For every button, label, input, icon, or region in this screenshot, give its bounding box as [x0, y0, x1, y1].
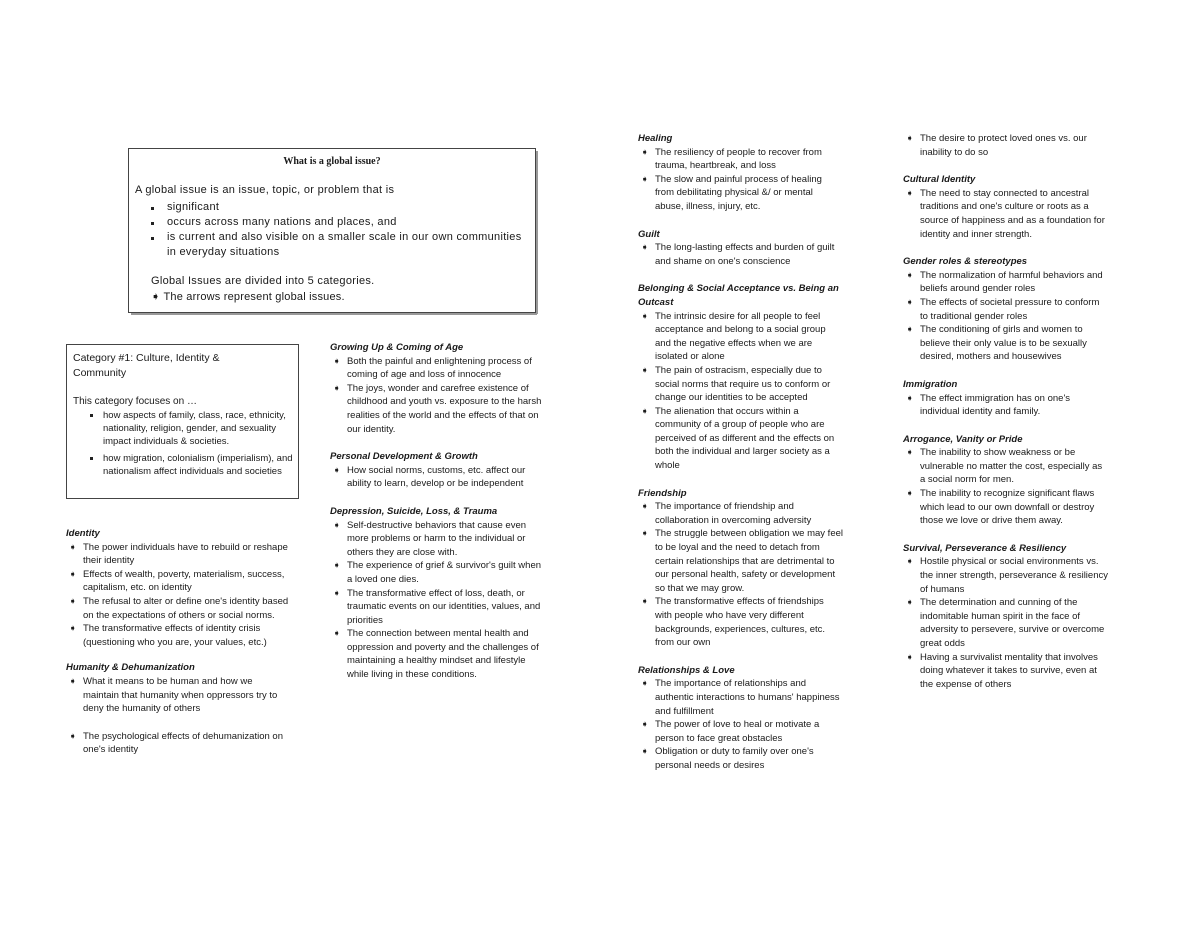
arrow-bullet-icon: ➧ [906, 556, 914, 567]
section-title: Gender roles & stereotypes [903, 256, 1028, 268]
issue-item [903, 596, 1108, 650]
arrow-bullet-icon: ➧ [906, 447, 914, 458]
issue-text: The normalization of harmful behaviors and beliefs around gender roles [920, 269, 1103, 295]
section-title: Identity [66, 528, 100, 539]
issue-section [66, 661, 291, 757]
category-box [66, 344, 299, 499]
issue-list [903, 269, 1108, 364]
section-title: Friendship [638, 487, 687, 499]
global-issue-definition-box [128, 148, 536, 313]
arrow-bullet-icon: ➧ [333, 519, 341, 530]
arrow-bullet-icon: ➧ [333, 464, 341, 475]
issue-text: What it means to be human and how we maintain that humanity when oppressors try to deny the humanity of others [83, 675, 278, 715]
arrow-bullet-icon: ➧ [906, 324, 914, 335]
bullet-square-icon [151, 207, 154, 210]
bullet-square-icon [90, 414, 93, 417]
issue-section [330, 450, 545, 491]
issue-item [66, 541, 291, 568]
issue-list [638, 677, 843, 772]
arrow-bullet-icon: ➧ [641, 678, 649, 689]
section-title: Personal Development & Growth [330, 451, 478, 463]
section-title: Healing [638, 133, 673, 144]
section-title: Survival, Perseverance & Resiliency [903, 542, 1067, 554]
issue-list [638, 146, 843, 214]
issue-item [903, 392, 1108, 419]
arrow-bullet-icon: ➧ [641, 364, 649, 375]
section-title: Belonging & Social Acceptance vs. Being an Outcast [638, 283, 839, 308]
issue-item [903, 269, 1108, 296]
criteria-item: is current and also visible on a smaller scale in our own communities in everyday situations [149, 230, 524, 260]
issue-item [330, 464, 545, 491]
issue-item [903, 296, 1108, 323]
issue-text: Hostile physical or social environments vs. the inner strength, perseverance & resiliency of humans [920, 556, 1108, 595]
arrow-bullet-icon: ➧ [906, 651, 914, 662]
arrow-bullet-icon: ➧ [69, 595, 77, 606]
issue-item [903, 651, 1108, 692]
arrows-note: ➧ The arrows represent global issues. [151, 291, 345, 303]
issue-section [903, 132, 1108, 159]
issue-text: The power of love to heal or motivate a person to face great obstacles [655, 719, 820, 744]
issue-item [638, 718, 843, 745]
arrow-bullet-icon: ➧ [641, 719, 649, 730]
issue-list [66, 675, 291, 757]
arrow-bullet-icon: ➧ [333, 355, 341, 366]
arrow-icon: ➧ [151, 291, 161, 303]
arrow-bullet-icon: ➧ [906, 488, 914, 499]
issue-item [638, 745, 843, 772]
issue-section [903, 255, 1108, 364]
issue-item [638, 595, 843, 649]
issue-item [903, 446, 1108, 487]
issue-list [638, 500, 843, 650]
issue-list [330, 464, 545, 491]
issue-section [903, 173, 1108, 241]
section-title: Growing Up & Coming of Age [330, 342, 464, 353]
issue-section [638, 282, 843, 472]
issue-text: The alienation that occurs within a community of a group of people who are perceived of as different and the effects on both the individual and larger society as a whole [655, 405, 835, 472]
issue-item [330, 627, 545, 681]
issue-item [638, 173, 843, 214]
issue-list [903, 392, 1108, 419]
intro-lead: A global issue is an issue, topic, or problem that is [135, 184, 395, 196]
arrow-bullet-icon: ➧ [333, 628, 341, 639]
issue-section [903, 542, 1108, 692]
issue-list [903, 555, 1108, 691]
section-title: Cultural Identity [903, 174, 976, 186]
section-title: Relationships & Love [638, 664, 735, 676]
bullet-square-icon [90, 457, 93, 460]
arrow-bullet-icon: ➧ [906, 269, 914, 280]
issue-section [638, 664, 843, 773]
issue-item [330, 587, 545, 628]
criteria-list [149, 200, 524, 260]
arrow-bullet-icon: ➧ [906, 597, 914, 608]
column-1 [66, 527, 291, 757]
arrow-bullet-icon: ➧ [333, 560, 341, 571]
issue-section [638, 487, 843, 650]
issue-item [638, 364, 843, 405]
issue-text: The power individuals have to rebuild or reshape their identity [83, 541, 288, 567]
category-point: how migration, colonialism (imperialism), and nationalism affect individuals and societies [89, 452, 299, 478]
issue-text: The joys, wonder and carefree existence of childhood and youth vs. exposure to the harsh realities of the world and the effects of that on our identity. [347, 382, 542, 435]
issue-text: The intrinsic desire for all people to feel acceptance and belong to a social group and the negative effects when we are isolated or alone [655, 310, 826, 363]
issue-section [903, 433, 1108, 528]
arrow-bullet-icon: ➧ [333, 382, 341, 393]
issue-section [330, 341, 545, 436]
categories-note: Global Issues are divided into 5 categories. [151, 275, 375, 287]
issue-text: The psychological effects of dehumanization on one's identity [83, 730, 283, 756]
arrow-bullet-icon: ➧ [641, 310, 649, 321]
issue-text: Self-destructive behaviors that cause even more problems or harm to the individual or others they are close with. [347, 519, 527, 558]
issue-item [638, 241, 843, 268]
issue-text: The connection between mental health and oppression and poverty and the challenges of maintaining a healthy mindset and lifestyle while living in these conditions. [347, 628, 539, 681]
column-2 [330, 341, 545, 682]
issue-item [903, 132, 1108, 159]
arrow-bullet-icon: ➧ [906, 296, 914, 307]
issue-text: The long-lasting effects and burden of guilt and shame on one's conscience [655, 242, 835, 267]
issue-item [638, 146, 843, 173]
arrow-bullet-icon: ➧ [641, 242, 649, 253]
arrow-bullet-icon: ➧ [641, 146, 649, 157]
issue-list [903, 187, 1108, 241]
issue-text: The effects of societal pressure to conform to traditional gender roles [920, 296, 1100, 322]
arrow-bullet-icon: ➧ [641, 746, 649, 757]
category-title: Category #1: Culture, Identity & Community [73, 352, 220, 379]
criteria-item: significant [149, 200, 524, 215]
issue-item [66, 622, 291, 649]
issue-text: The inability to recognize significant flaws which lead to our own downfall or destroy those we love or drive them away. [920, 488, 1095, 527]
issue-text: The resiliency of people to recover from trauma, heartbreak, and loss [655, 146, 822, 172]
issue-item [638, 310, 843, 364]
arrow-bullet-icon: ➧ [641, 596, 649, 607]
arrow-bullet-icon: ➧ [641, 528, 649, 539]
issue-item [66, 595, 291, 622]
arrow-bullet-icon: ➧ [641, 405, 649, 416]
box-shadow [536, 151, 538, 314]
issue-list [638, 310, 843, 473]
issue-item [903, 323, 1108, 364]
issue-text: The determination and cunning of the indomitable human spirit in the face of adversity to persevere, survive or overcome great odds [920, 597, 1105, 649]
issue-text: The need to stay connected to ancestral traditions and one's culture or roots as a source of happiness and as a foundation for identity and inner strength. [920, 187, 1105, 240]
issue-section [638, 228, 843, 269]
arrow-bullet-icon: ➧ [641, 173, 649, 184]
issue-item [638, 677, 843, 718]
issue-section [330, 505, 545, 682]
issue-text: The pain of ostracism, especially due to social norms that require us to conform or change our identities to be accepted [655, 364, 831, 404]
issue-text: Obligation or duty to family over one's personal needs or desires [655, 746, 814, 771]
arrow-bullet-icon: ➧ [69, 541, 77, 552]
issue-text: The transformative effects of identity crisis (questioning who you are, your values, etc.) [83, 623, 267, 648]
arrow-bullet-icon: ➧ [69, 568, 77, 579]
category-points [89, 409, 299, 482]
issue-item [638, 500, 843, 527]
arrow-bullet-icon: ➧ [906, 187, 914, 198]
issue-list [330, 355, 545, 437]
issue-text: How social norms, customs, etc. affect our ability to learn, develop or be independent [347, 464, 526, 490]
criteria-item: occurs across many nations and places, and [149, 215, 524, 230]
section-title: Immigration [903, 378, 958, 390]
arrow-bullet-icon: ➧ [333, 587, 341, 598]
issue-item [330, 382, 545, 436]
category-intro: This category focuses on … [73, 396, 197, 407]
section-title: Guilt [638, 228, 660, 240]
issue-text: The desire to protect loved ones vs. our inability to do so [920, 133, 1087, 158]
column-4 [903, 132, 1108, 691]
arrow-bullet-icon: ➧ [69, 730, 77, 741]
issue-text: The transformative effect of loss, death, or traumatic events on our identities, values, and priorities [347, 587, 541, 626]
column-3 [638, 132, 843, 773]
issue-text: Effects of wealth, poverty, materialism, success, capitalism, etc. on identity [83, 568, 285, 594]
box-shadow [131, 313, 537, 315]
issue-text: Both the painful and enlightening process of coming of age and loss of innocence [347, 355, 532, 381]
issue-text: The conditioning of girls and women to believe their only value is to be sexually desired, mothers and housewives [920, 324, 1087, 363]
arrow-bullet-icon: ➧ [69, 623, 77, 634]
issue-text: Having a survivalist mentality that involves doing whatever it takes to survive, even at the expense of others [920, 651, 1098, 690]
issue-item [903, 187, 1108, 241]
arrow-bullet-icon: ➧ [69, 675, 77, 686]
issue-text: The refusal to alter or define one's identity based on the expectations of others or social norms. [83, 595, 289, 621]
issue-section [638, 132, 843, 214]
issue-list [903, 132, 1108, 159]
issue-list [330, 519, 545, 682]
issue-item [66, 568, 291, 595]
issue-item [66, 675, 291, 716]
section-title: Depression, Suicide, Loss, & Trauma [330, 505, 498, 517]
issue-text: The struggle between obligation we may feel to be loyal and the need to detach from certain relationships that are detrimental to our personal health, safety or development so that we may grow. [655, 528, 844, 594]
issue-list [638, 241, 843, 268]
issue-item [330, 355, 545, 382]
issue-section [66, 527, 291, 649]
issue-item [330, 519, 545, 560]
issue-item [903, 487, 1108, 528]
bullet-square-icon [151, 237, 154, 240]
section-title: Arrogance, Vanity or Pride [903, 433, 1023, 445]
arrow-bullet-icon: ➧ [906, 392, 914, 403]
issue-list [903, 446, 1108, 528]
issue-item [66, 730, 291, 757]
issue-text: The transformative effects of friendships with people who have very different backgrounds, experiences, cultures, etc. from our own [655, 596, 826, 649]
arrow-bullet-icon: ➧ [641, 501, 649, 512]
issue-section [903, 378, 1108, 419]
intro-title: What is a global issue? [283, 156, 381, 167]
category-point: how aspects of family, class, race, ethnicity, nationality, religion, gender, and sexuality impact individuals & societies. [89, 409, 299, 448]
issue-list [66, 541, 291, 650]
issue-text: The importance of relationships and authentic interactions to humans' happiness and fulfillment [655, 678, 840, 717]
bullet-square-icon [151, 222, 154, 225]
issue-item [638, 405, 843, 473]
issue-text: The effect immigration has on one's individual identity and family. [920, 392, 1071, 418]
arrow-bullet-icon: ➧ [906, 133, 914, 143]
section-title: Humanity & Dehumanization [66, 662, 195, 674]
issue-item [638, 527, 843, 595]
issue-text: The slow and painful process of healing from debilitating physical &/ or mental abuse, illness, injury, etc. [655, 173, 822, 212]
issue-item [330, 559, 545, 586]
issue-text: The inability to show weakness or be vulnerable no matter the cost, especially as a social norm for men. [920, 447, 1103, 486]
issue-text: The experience of grief & survivor's guilt when a loved one dies. [347, 560, 542, 585]
issue-item [903, 555, 1108, 596]
issue-text: The importance of friendship and collaboration in overcoming adversity [655, 501, 812, 526]
